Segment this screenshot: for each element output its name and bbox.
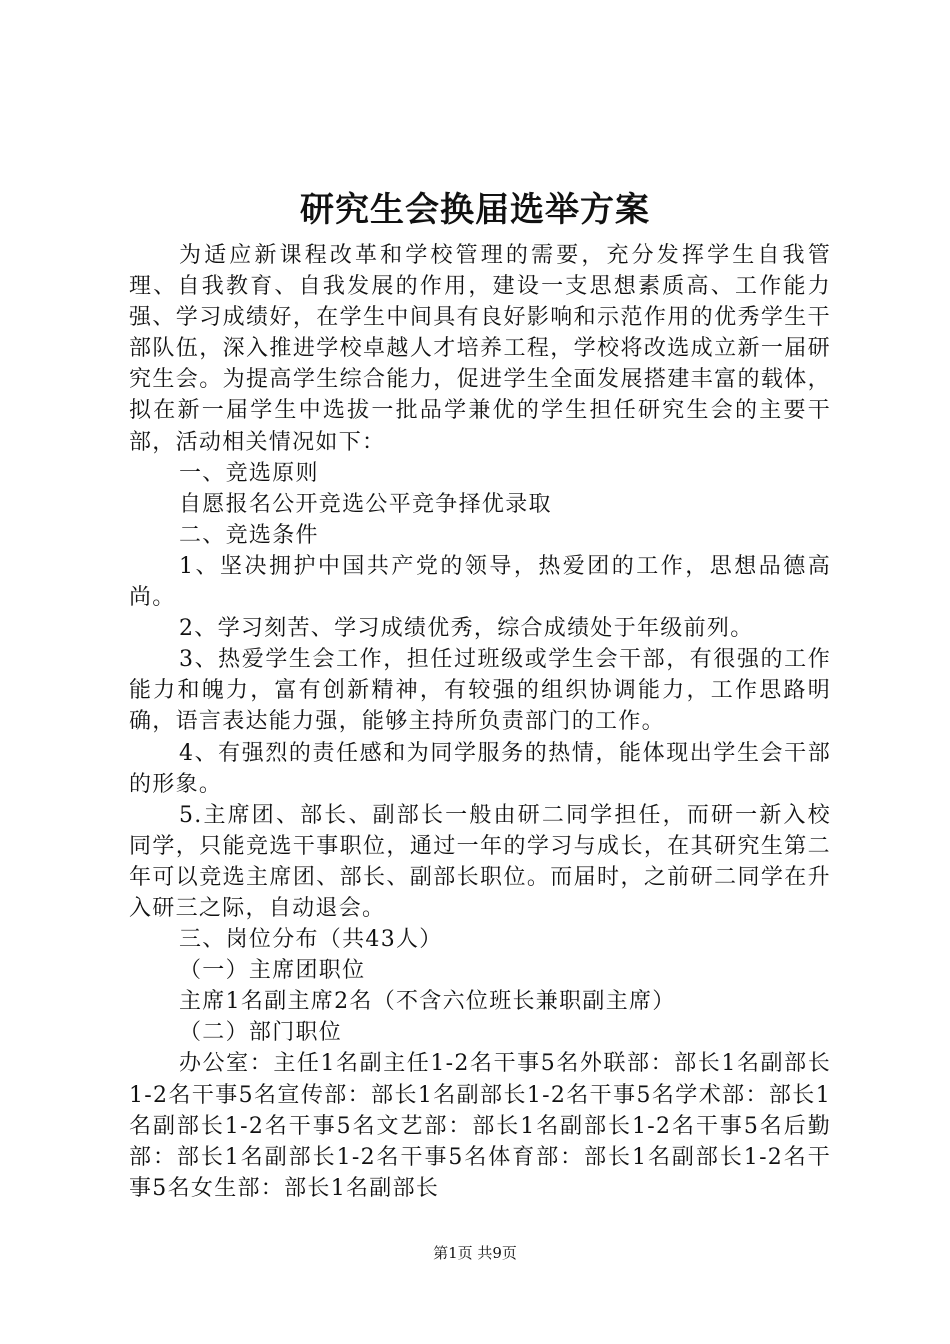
department-positions-text: 办公室：主任1名副主任1-2名干事5名外联部：部长1名副部长1-2名干事5名宣传部：部长1名副部长1-2名干事5名学术部：部长1名副部长1-2名干事5名文艺部：部长1名副部长1-2名干事5名后勤部：部长1名副部长1-2名干事5名体育部：部长1名副部长1-2名干事5名女生部：部长1名副部长 xyxy=(129,1051,831,1201)
section-heading-positions: 三、岗位分布（共43人） xyxy=(179,927,443,953)
document-body xyxy=(129,240,831,1204)
document-title: 研究生会换届选举方案 xyxy=(300,190,650,230)
condition-item: 4、有强烈的责任感和为同学服务的热情，能体现出学生会干部的形象。 xyxy=(129,740,831,797)
page-number-footer: 第1页 共9页 xyxy=(433,1244,517,1262)
condition-item: 5.主席团、部长、副部长一般由研二同学担任，而研一新入校同学，只能竞选干事职位，通过一年的学习与成长，在其研究生第二年可以竞选主席团、部长、副部长职位。而届时，之前研二同学在升入研三之际，自动退会。 xyxy=(129,802,831,921)
principles-text: 自愿报名公开竞选公平竞争择优录取 xyxy=(179,491,552,517)
presidium-positions-text: 主席1名副主席2名（不含六位班长兼职副主席） xyxy=(179,989,676,1015)
section-heading-conditions: 二、竞选条件 xyxy=(179,522,319,548)
subsection-heading-presidium: （一）主席团职位 xyxy=(179,958,366,984)
intro-paragraph: 为适应新课程改革和学校管理的需要，充分发挥学生自我管理、自我教育、自我发展的作用，建设一支思想素质高、工作能力强、学习成绩好，在学生中间具有良好影响和示范作用的优秀学生干部队伍，深入推进学校卓越人才培养工程，学校将改选成立新一届研究生会。为提高学生综合能力，促进学生全面发展搭建丰富的载体，拟在新一届学生中选拔一批品学兼优的学生担任研究生会的主要干部，活动相关情况如下： xyxy=(129,243,831,455)
subsection-heading-departments: （二）部门职位 xyxy=(179,1020,343,1046)
section-heading-principles: 一、竞选原则 xyxy=(179,460,319,486)
condition-item: 2、学习刻苦、学习成绩优秀，综合成绩处于年级前列。 xyxy=(179,616,754,642)
condition-item: 3、热爱学生会工作，担任过班级或学生会干部，有很强的工作能力和魄力，富有创新精神，有较强的组织协调能力，工作思路明确，语言表达能力强，能够主持所负责部门的工作。 xyxy=(129,647,831,735)
condition-item: 1、坚决拥护中国共产党的领导，热爱团的工作，思想品德高尚。 xyxy=(129,553,831,611)
